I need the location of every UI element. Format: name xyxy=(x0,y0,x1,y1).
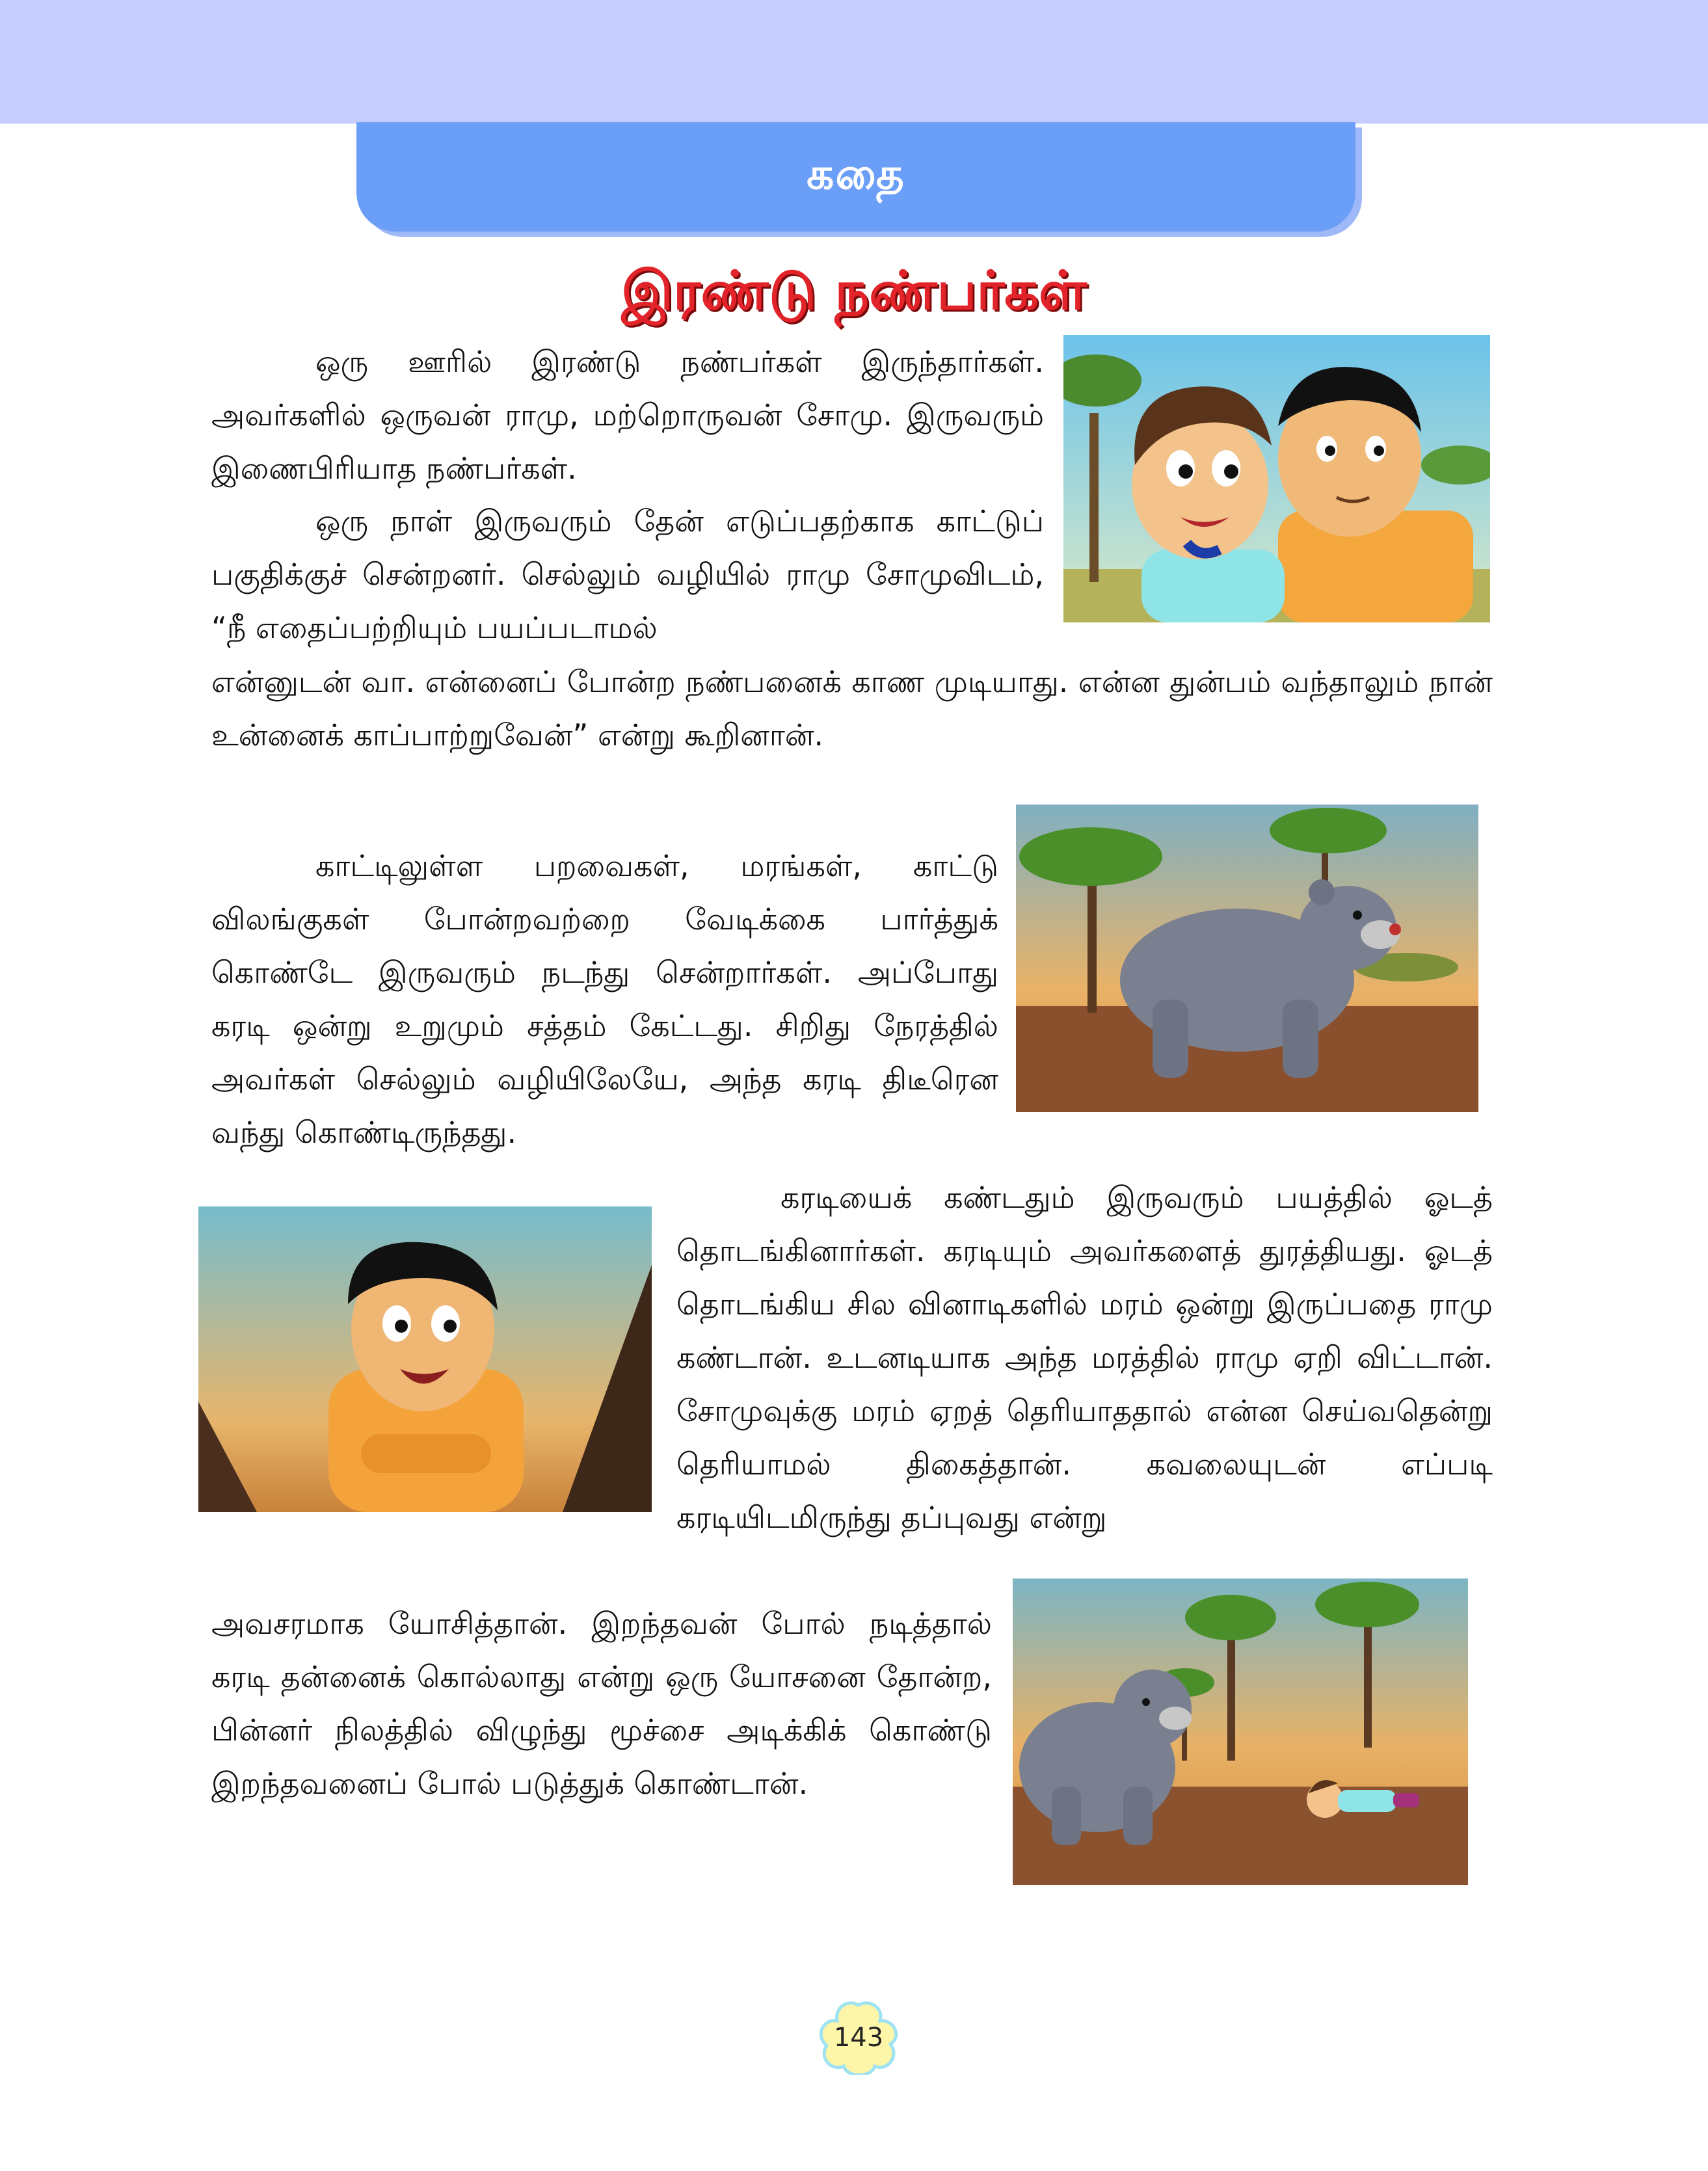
paragraph-3 xyxy=(211,839,998,1159)
story-title: இரண்டு நண்பர்கள் xyxy=(621,260,1087,322)
illustration-two-friends xyxy=(1063,335,1490,622)
section-tab-label: கதை xyxy=(807,149,905,199)
paragraph-4 xyxy=(676,1171,1493,1544)
page-number-badge xyxy=(816,2000,901,2075)
paragraph-2-continued: என்னுடன் வா. என்னைப் போன்ற நண்பனைக் காண முடியாது. என்ன துன்பம் வந்தாலும் நான் உன்னைக் காப்பாற்றுவேன்” என்று கூறினான். xyxy=(211,664,1493,753)
paragraph-3-text: காட்டிலுள்ள பறவைகள், மரங்கள், காட்டு விலங்குகள் போன்றவற்றை வேடிக்கை பார்த்துக் கொண்டே இருவரும் நடந்து சென்றார்கள். அப்போது கரடி ஒன்று உறுமும் சத்தம் கேட்டது. சிறிது நேரத்தில் அவர்கள் செல்லும் வழியிலேயே, அந்த கரடி திடீரென வந்து கொண்டிருந்தது. xyxy=(211,848,998,1150)
paragraph-1 xyxy=(211,335,1044,495)
page-number: 143 xyxy=(833,2022,884,2053)
paragraph-2 xyxy=(211,494,1044,654)
section-tab xyxy=(356,122,1355,232)
illustration-bear-and-boy xyxy=(1013,1578,1468,1885)
illustration-man xyxy=(198,1206,652,1512)
paragraph-1-text: ஒரு ஊரில் இரண்டு நண்பர்கள் இருந்தார்கள். அவர்களில் ஒருவன் ராமு, மற்றொருவன் சோமு. இருவரும் இணைபிரியாத நண்பர்கள். xyxy=(211,344,1044,486)
paragraph-4-continued: அவசரமாக யோசித்தான். இறந்தவன் போல் நடித்தால் கரடி தன்னைக் கொல்லாது என்று ஒரு யோசனை தோன்ற, பின்னர் நிலத்தில் விழுந்து மூச்சை அடிக்கிக் கொண்டு இறந்தவனைப் போல் படுத்துக் கொண்டான். xyxy=(211,1606,992,1801)
paragraph-4-text: கரடியைக் கண்டதும் இருவரும் பயத்தில் ஓடத் தொடங்கினார்கள். கரடியும் அவர்களைத் துரத்தியது. ஓடத் தொடங்கிய சில வினாடிகளில் மரம் ஒன்று இருப்பதை ராமு கண்டான். உடனடியாக அந்த மரத்தில் ராமு ஏறி விட்டான். சோமுவுக்கு மரம் ஏறத் தெரியாததால் என்ன செய்வதென்று தெரியாமல் திகைத்தான். கவலையுடன் எப்படி கரடியிடமிருந்து தப்புவது என்று xyxy=(676,1180,1493,1535)
header-band xyxy=(0,0,1708,124)
illustration-bear xyxy=(1016,805,1478,1112)
paragraph-2-text: ஒரு நாள் இருவரும் தேன் எடுப்பதற்காக காட்டுப் பகுதிக்குச் சென்றனர். செல்லும் வழியில் ராமு சோமுவிடம், “நீ எதைப்பற்றியும் பயப்படாமல் xyxy=(211,503,1044,645)
